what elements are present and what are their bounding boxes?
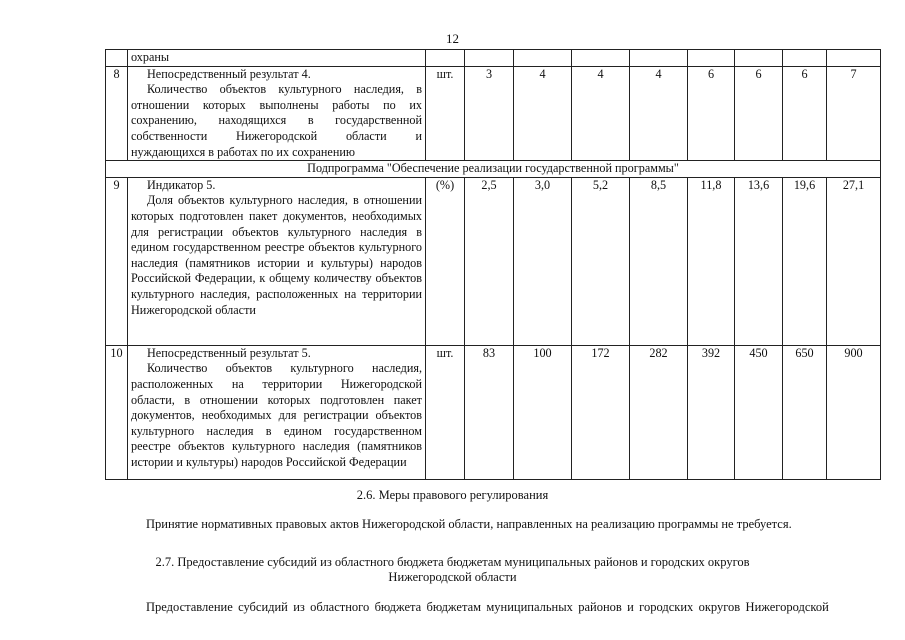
- row-value: 3,0: [514, 177, 572, 345]
- section-2-7-text: Предоставление субсидий из областного бюджета бюджетам муниципальных районов и городских округов Нижегородской: [146, 600, 829, 614]
- row-value: 8,5: [630, 177, 688, 345]
- row-unit: шт.: [426, 345, 465, 479]
- page-number: 12: [446, 31, 459, 46]
- row-title: Индикатор 5.: [147, 177, 216, 192]
- table-row: [106, 66, 881, 161]
- table-row: [106, 177, 881, 345]
- section-2-6-text: Принятие нормативных правовых актов Нижегородской области, направленных на реализацию программы не требуется.: [146, 517, 792, 531]
- row-value: 650: [783, 345, 827, 479]
- row-value: 282: [630, 345, 688, 479]
- row-number: 9: [106, 177, 128, 345]
- row-value: 4: [630, 66, 688, 161]
- row-description: [128, 345, 426, 479]
- row-description: [128, 177, 426, 345]
- row-unit: (%): [426, 177, 465, 345]
- row-number: 8: [106, 66, 128, 161]
- table-row-continued: [106, 50, 881, 67]
- table-section-row: [106, 161, 881, 178]
- row-value: 6: [688, 66, 735, 161]
- row-value: 392: [688, 345, 735, 479]
- row-value: 900: [827, 345, 881, 479]
- row-value: 6: [735, 66, 783, 161]
- row-text: Количество объектов культурного наследия, в отношении которых выполнены работы по их сохранению, находящихся в государственной собственности Нижегородской области и нуждающихся в работах по их сохранению: [131, 82, 422, 159]
- row-value: 3: [465, 66, 514, 161]
- row-value: 13,6: [735, 177, 783, 345]
- row-value: 5,2: [572, 177, 630, 345]
- row-unit: шт.: [426, 66, 465, 161]
- row-value: 11,8: [688, 177, 735, 345]
- row-value: 83: [465, 345, 514, 479]
- row-number: 10: [106, 345, 128, 479]
- row-title: Непосредственный результат 5.: [147, 345, 311, 360]
- table-row: [106, 345, 881, 479]
- row-value: 100: [514, 345, 572, 479]
- row-value: 7: [827, 66, 881, 161]
- section-title: Подпрограмма "Обеспечение реализации государственной программы": [106, 161, 881, 178]
- row-value: 6: [783, 66, 827, 161]
- indicators-table: [105, 49, 881, 480]
- row-value: 27,1: [827, 177, 881, 345]
- section-2-7-heading-line1: 2.7. Предоставление субсидий из областного бюджета бюджетам муниципальных районов и городских округов: [155, 555, 750, 569]
- row-title: Непосредственный результат 4.: [147, 66, 311, 81]
- row-description: [128, 66, 426, 161]
- row-value: 2,5: [465, 177, 514, 345]
- row-value: 19,6: [783, 177, 827, 345]
- row-value: 4: [514, 66, 572, 161]
- row-value: 450: [735, 345, 783, 479]
- row-text: Доля объектов культурного наследия, в отношении которых подготовлен пакет документов, необходимых для регистрации объектов культурного наследия в едином государственном реестре объектов культурного наследия (памятников истории и культуры) народов Российской Федерации, к общему количеству объектов культурного наследия, расположенных на территории Нижегородской области: [131, 193, 422, 317]
- section-2-6-heading: 2.6. Меры правового регулирования: [356, 488, 549, 502]
- row-text: Количество объектов культурного наследия, расположенных на территории Нижегородской области, в отношении которых подготовлен пакет документов, необходимых для регистрации объектов культурного наследия в едином государственном реестре объектов культурного наследия (памятников истории и культуры) народов Российской Федерации: [131, 361, 422, 469]
- section-2-7-heading-line2: Нижегородской области: [388, 570, 517, 584]
- row-value: 4: [572, 66, 630, 161]
- continued-text: охраны: [128, 50, 426, 67]
- row-value: 172: [572, 345, 630, 479]
